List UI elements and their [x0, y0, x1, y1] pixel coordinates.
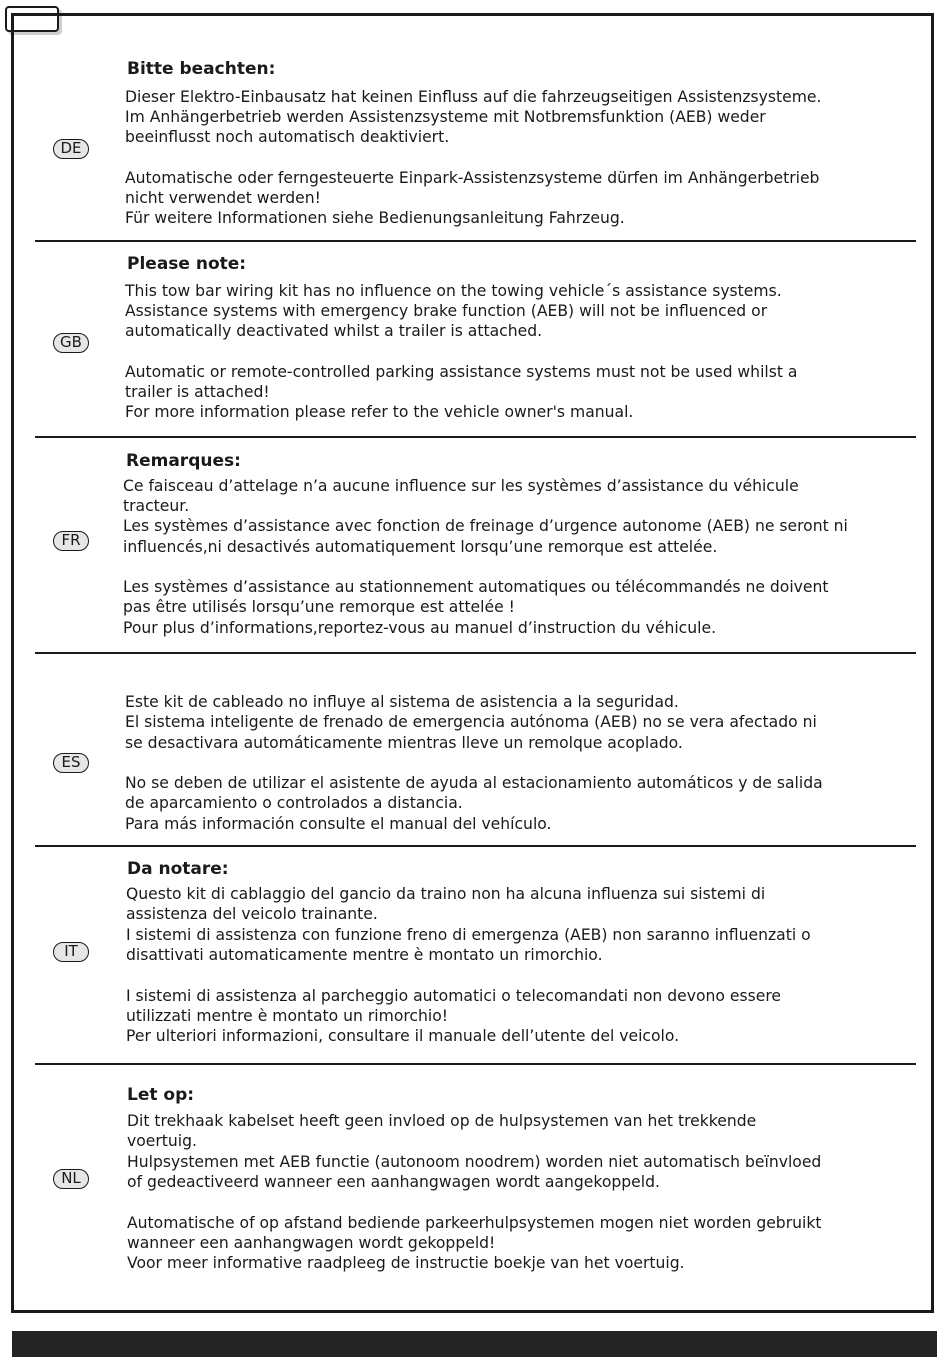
section-line: se desactivara automáticamente mientras lleve un remolque acoplado.: [125, 734, 683, 752]
section-line: Questo kit di cablaggio del gancio da traino non ha alcuna influenza sui sistemi di: [126, 885, 766, 903]
section-divider: [35, 652, 916, 654]
section-line: Hulpsystemen met AEB functie (autonoom noodrem) worden niet automatisch beïnvloed: [127, 1153, 822, 1171]
section-line: Pour plus d’informations,reportez-vous au manuel d’instruction du véhicule.: [123, 619, 717, 637]
section-line: I sistemi di assistenza con funzione freno di emergenza (AEB) non saranno influenzati o: [126, 926, 811, 944]
section-line: Assistance systems with emergency brake function (AEB) will not be influenced or: [125, 302, 768, 320]
section-line: For more information please refer to the vehicle owner's manual.: [125, 403, 634, 421]
section-line: automatically deactivated whilst a trailer is attached.: [125, 322, 543, 340]
section-line: Dieser Elektro-Einbausatz hat keinen Einfluss auf die fahrzeugseitigen Assistenzsysteme.: [125, 88, 822, 106]
section-line: trailer is attached!: [125, 383, 270, 401]
section-line: disattivati automaticamente mentre è montato un rimorchio.: [126, 946, 603, 964]
section-line: Ce faisceau d’attelage n’a aucune influence sur les systèmes d’assistance du véhicule: [123, 477, 799, 495]
footer-bar: [12, 1331, 937, 1357]
section-divider: [35, 845, 916, 847]
section-line: Voor meer informative raadpleeg de instructie boekje van het voertuig.: [127, 1254, 685, 1272]
language-badge-nl: NL: [53, 1169, 89, 1189]
section-divider: [35, 436, 916, 438]
section-line: No se deben de utilizar el asistente de ayuda al estacionamiento automáticos y de salida: [125, 774, 823, 792]
section-line: I sistemi di assistenza al parcheggio automatici o telecomandati non devono essere: [126, 987, 781, 1005]
section-line: voertuig.: [127, 1132, 197, 1150]
section-line: assistenza del veicolo trainante.: [126, 905, 378, 923]
section-line: Automatische oder ferngesteuerte Einpark-Assistenzsysteme dürfen im Anhängerbetrieb: [125, 169, 820, 187]
section-line: Per ulteriori informazioni, consultare il manuale dell’utente del veicolo.: [126, 1027, 680, 1045]
section-line: Les systèmes d’assistance avec fonction de freinage d’urgence autonome (AEB) ne seront ni: [123, 517, 848, 535]
section-line: beeinflusst noch automatisch deaktiviert.: [125, 128, 450, 146]
section-line: nicht verwendet werden!: [125, 189, 321, 207]
section-line: This tow bar wiring kit has no influence on the towing vehicle´s assistance systems.: [125, 282, 782, 300]
section-heading: Remarques:: [126, 451, 241, 471]
section-line: El sistema inteligente de frenado de emergencia autónoma (AEB) no se vera afectado ni: [125, 713, 817, 731]
section-heading: Da notare:: [127, 859, 229, 879]
section-line: influencés,ni desactivés automatiquement lorsqu’une remorque est attelée.: [123, 538, 718, 556]
language-badge-fr: FR: [53, 531, 89, 551]
section-line: Para más información consulte el manual del vehículo.: [125, 815, 552, 833]
language-badge-it: IT: [53, 942, 89, 962]
section-line: of gedeactiveerd wanneer een aanhangwagen wordt aangekoppeld.: [127, 1173, 660, 1191]
section-line: Les systèmes d’assistance au stationnement automatiques ou télécommandés ne doivent: [123, 578, 829, 596]
section-line: wanneer een aanhangwagen wordt gekoppeld!: [127, 1234, 496, 1252]
section-heading: Please note:: [127, 254, 247, 274]
section-divider: [35, 240, 916, 242]
language-badge-gb: GB: [53, 333, 89, 353]
section-line: Automatische of op afstand bediende parkeerhulpsystemen mogen niet worden gebruikt: [127, 1214, 822, 1232]
section-heading: Let op:: [127, 1085, 195, 1105]
section-line: Dit trekhaak kabelset heeft geen invloed op de hulpsystemen van het trekkende: [127, 1112, 757, 1130]
section-line: de aparcamiento o controlados a distancia.: [125, 794, 463, 812]
section-divider: [35, 1063, 916, 1065]
language-badge-es: ES: [53, 753, 89, 773]
section-heading: Bitte beachten:: [127, 59, 276, 79]
language-badge-de: DE: [53, 139, 89, 159]
section-line: Este kit de cableado no influye al sistema de asistencia a la seguridad.: [125, 693, 679, 711]
section-line: Im Anhängerbetrieb werden Assistenzsysteme mit Notbremsfunktion (AEB) weder: [125, 108, 766, 126]
section-line: Für weitere Informationen siehe Bedienungsanleitung Fahrzeug.: [125, 209, 625, 227]
section-line: pas être utilisés lorsqu’une remorque est attelée !: [123, 598, 515, 616]
section-line: tracteur.: [123, 497, 190, 515]
section-line: Automatic or remote-controlled parking assistance systems must not be used whilst a: [125, 363, 798, 381]
section-line: utilizzati mentre è montato un rimorchio!: [126, 1007, 449, 1025]
